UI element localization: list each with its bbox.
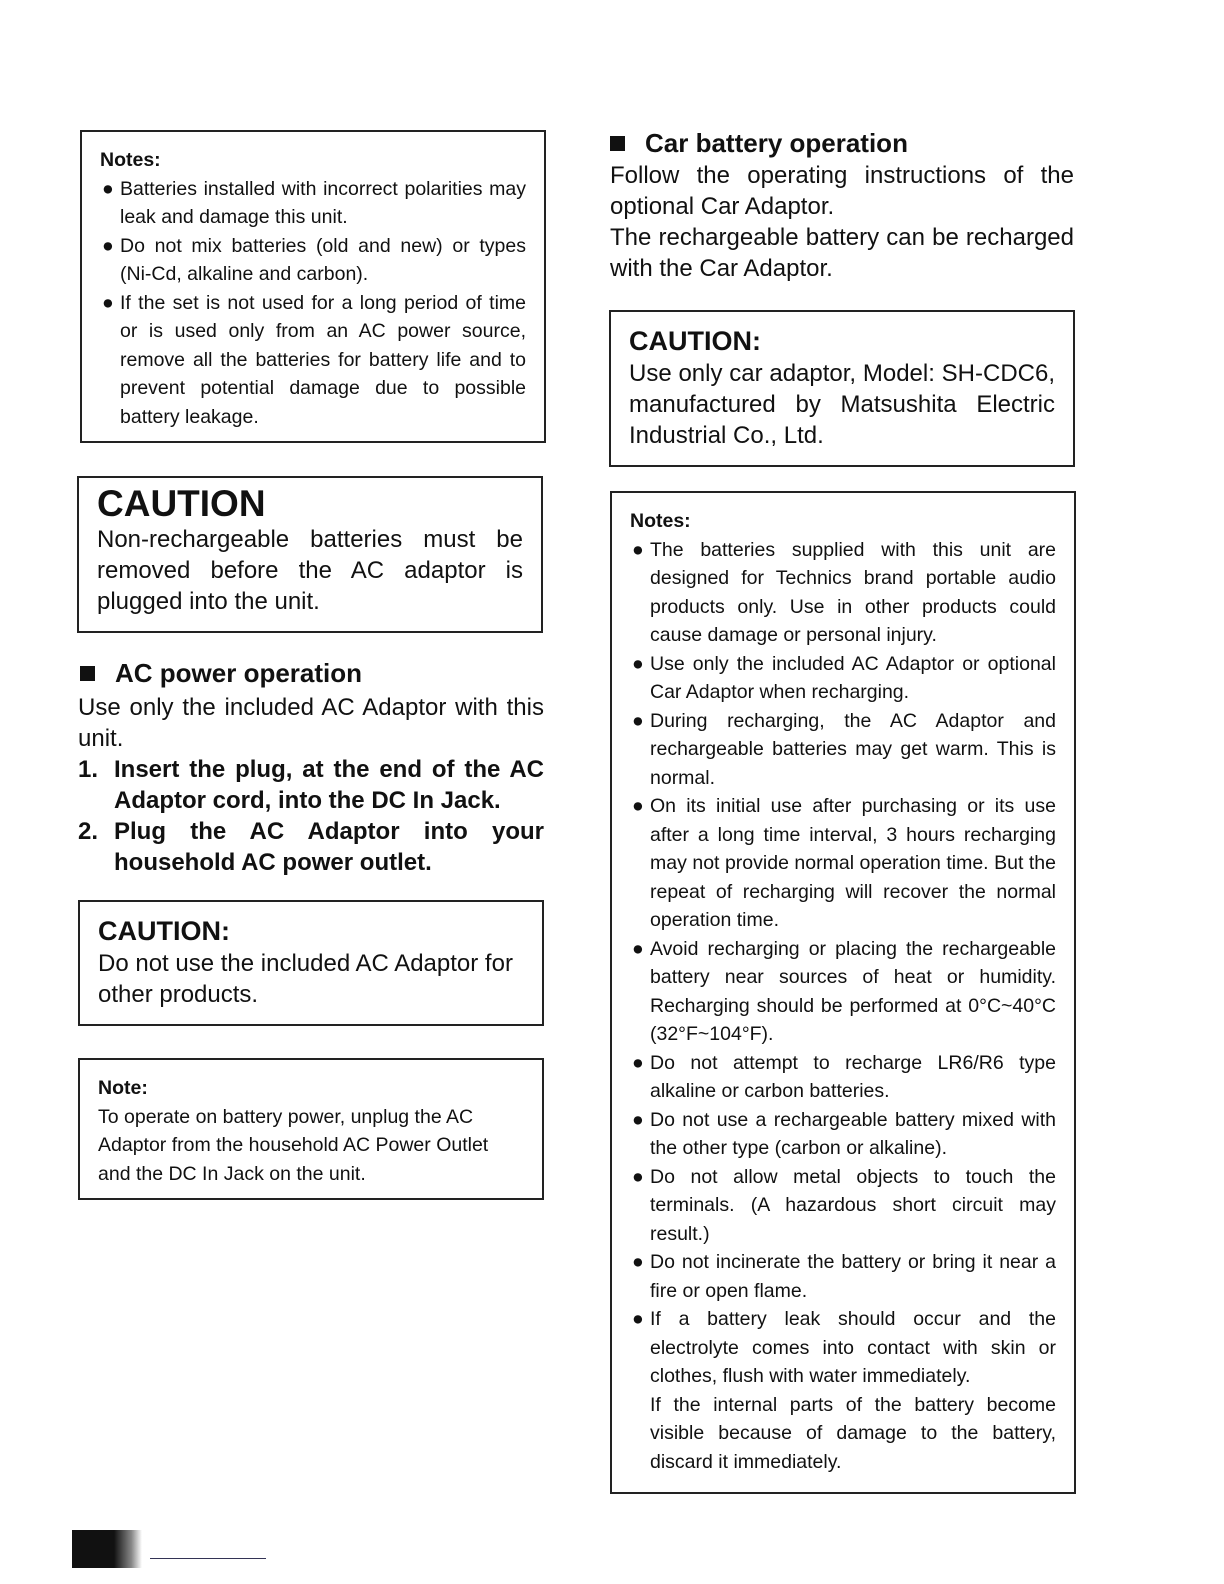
step-text: Plug the AC Adaptor into your household AC power outlet. — [114, 818, 544, 876]
note-text: Do not mix batteries (old and new) or types (Ni-Cd, alkaline and carbon). — [120, 234, 526, 285]
heading-text: AC power operation — [115, 658, 363, 688]
caution-car-adaptor-box — [609, 310, 1075, 467]
ac-power-heading — [80, 658, 362, 689]
heading-text: Car battery operation — [645, 128, 908, 158]
note-item: ● If a battery leak should occur and the electrolyte comes into contact with skin or clothes, flush with water immediately. — [632, 1308, 1056, 1387]
note-text: Batteries installed with incorrect polarities may leak and damage this unit. — [120, 177, 526, 228]
caution-adaptor-box — [78, 900, 544, 1026]
notes-box-right — [610, 491, 1076, 1494]
note-text: On its initial use after purchasing or its use after a long time interval, 3 hours recharging may not provide normal operation time. But the repeat of recharging will recover the normal operation time. — [650, 795, 1056, 931]
notes-title: Notes: — [100, 149, 161, 171]
car-battery-text — [610, 160, 1074, 284]
note-item: ● On its initial use after purchasing or its use after a long time interval, 3 hours recharging may not provide normal operation time. But the repeat of recharging will recover the normal operation time. — [632, 795, 1056, 931]
footer-rule — [150, 1558, 266, 1559]
step-text: Insert the plug, at the end of the AC Adaptor cord, into the DC In Jack. — [114, 756, 544, 814]
note-text: If a battery leak should occur and the electrolyte comes into contact with skin or clothes, flush with water immediately. — [650, 1308, 1056, 1387]
caution-title: CAUTION — [97, 483, 266, 524]
caution-title: CAUTION: — [98, 916, 230, 946]
square-bullet-icon — [610, 136, 625, 151]
note-text: To operate on battery power, unplug the AC Adaptor from the household AC Power Outlet and the DC In Jack on the unit. — [98, 1105, 489, 1185]
note-text: If the set is not used for a long period of time or is used only from an AC power source, remove all the batteries for battery life and to prevent potential damage due to possible battery leakage. — [120, 291, 526, 428]
step-number: 2. — [78, 818, 99, 845]
note-item: ● The batteries supplied with this unit are designed for Technics brand portable audio products only. Use in other products could cause damage or personal injury. — [632, 538, 1056, 646]
note-text: During recharging, the AC Adaptor and rechargeable batteries may get warm. This is normal. — [650, 709, 1056, 789]
step-1 — [78, 754, 544, 816]
step-2 — [78, 816, 544, 878]
note-text: The batteries supplied with this unit are designed for Technics brand portable audio products only. Use in other products could cause damage or personal injury. — [650, 538, 1056, 646]
caution-text: Do not use the included AC Adaptor for other products. — [98, 950, 513, 1008]
note-box — [78, 1058, 544, 1200]
note-title: Note: — [98, 1077, 148, 1099]
car-battery-heading — [610, 128, 908, 159]
note-text: Avoid recharging or placing the rechargeable battery near sources of heat or humidity. Recharging should be performed at 0°C~40°C (32°F~104°F). — [650, 937, 1056, 1045]
note-item: ● Do not incinerate the battery or bring it near a fire or open flame. — [632, 1251, 1056, 1302]
caution-box — [77, 476, 543, 633]
ac-power-intro: Use only the included AC Adaptor with this unit. — [78, 694, 544, 752]
note-item: ● Do not attempt to recharge LR6/R6 type alkaline or carbon batteries. — [632, 1051, 1056, 1102]
caution-text: Non-rechargeable batteries must be removed before the AC adaptor is plugged into the unit. — [97, 526, 523, 615]
note-item: ● Avoid recharging or placing the rechargeable battery near sources of heat or humidity. Recharging should be performed at 0°C~40°C (32°F~104°F). — [632, 937, 1056, 1045]
page-edge-mark — [72, 1530, 142, 1568]
note-item: ● If the set is not used for a long period of time or is used only from an AC power source, remove all the batteries for battery life and to prevent potential damage due to possible battery leakage. — [102, 291, 526, 428]
paragraph: The rechargeable battery can be recharged with the Car Adaptor. — [610, 224, 1074, 282]
note-item: ● Use only the included AC Adaptor or optional Car Adaptor when recharging. — [632, 652, 1056, 703]
note-item: ● Do not use a rechargeable battery mixed with the other type (carbon or alkaline). — [632, 1108, 1056, 1159]
note-text: If the internal parts of the battery become visible because of damage to the battery, discard it immediately. — [650, 1393, 1056, 1473]
note-item: ● Batteries installed with incorrect polarities may leak and damage this unit. — [102, 177, 526, 228]
note-item: ● Do not allow metal objects to touch the terminals. (A hazardous short circuit may result.) — [632, 1165, 1056, 1245]
caution-text: Use only car adaptor, Model: SH-CDC6, manufactured by Matsushita Electric Industrial Co., Ltd. — [629, 360, 1055, 449]
note-item-continued — [630, 1391, 1056, 1477]
paragraph: Follow the operating instructions of the optional Car Adaptor. — [610, 162, 1074, 220]
note-text: Do not incinerate the battery or bring it near a fire or open flame. — [650, 1251, 1056, 1302]
square-bullet-icon — [80, 666, 95, 681]
step-number: 1. — [78, 756, 99, 783]
note-item: ● Do not mix batteries (old and new) or types (Ni-Cd, alkaline and carbon). — [102, 234, 526, 285]
caution-title: CAUTION: — [629, 326, 761, 356]
note-text: Do not use a rechargeable battery mixed with the other type (carbon or alkaline). — [650, 1108, 1056, 1159]
note-text: Do not allow metal objects to touch the terminals. (A hazardous short circuit may result.) — [650, 1165, 1056, 1245]
notes-box-left — [80, 130, 546, 443]
note-text: Do not attempt to recharge LR6/R6 type alkaline or carbon batteries. — [650, 1051, 1056, 1102]
ac-power-section — [78, 692, 544, 878]
note-item: ● During recharging, the AC Adaptor and rechargeable batteries may get warm. This is normal. — [632, 709, 1056, 789]
note-text: Use only the included AC Adaptor or optional Car Adaptor when recharging. — [650, 652, 1056, 703]
notes-title: Notes: — [630, 510, 691, 532]
